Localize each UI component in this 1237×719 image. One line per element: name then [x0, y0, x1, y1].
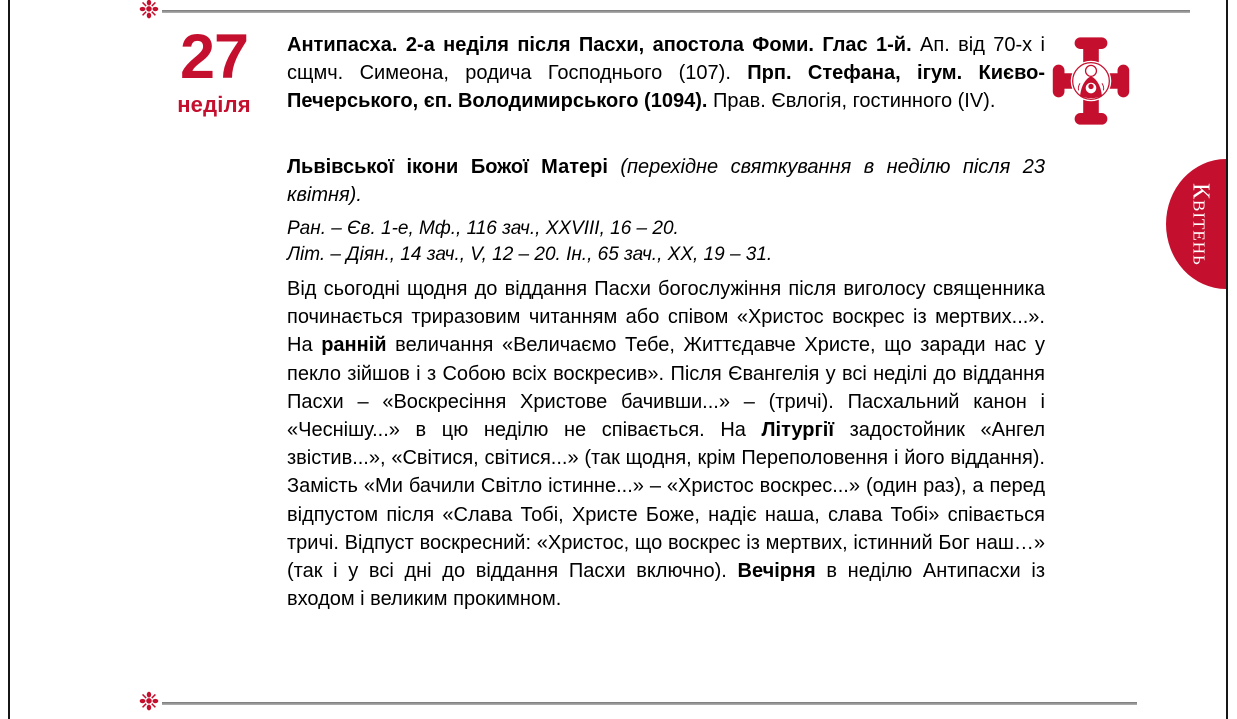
month-tab-label: Квітень [1187, 182, 1214, 266]
reading-matins: Ран. – Єв. 1-е, Мф., 116 зач., XXVIII, 16 – 20. [287, 218, 679, 239]
top-divider-line [162, 10, 1190, 13]
date-weekday: неділя [177, 92, 251, 117]
date-block [168, 22, 260, 118]
bottom-divider-line [162, 702, 1137, 705]
date-day: 27 [179, 22, 249, 92]
feast-header-paragraph: Антипасха. 2-а неділя після Пасхи, апостола Фоми. Глас 1-й. Ап. від 70-х і сщмч. Симеона, родича Господнього (107). Прп. Стефана, ігум. Києво-Печерського, єп. Володимирського (1094). Прав. Євлогія, гостинного (IV). [287, 34, 1045, 112]
icon-feast-paragraph: Львівської ікони Божої Матері (перехідне святкування в неділю після 23 квітня). [287, 156, 1045, 206]
cross-rosette-ornament-icon: ❉ [138, 0, 160, 24]
page-border-right [1226, 0, 1228, 719]
cross-rosette-ornament-icon: ❉ [138, 688, 160, 716]
budded-cross-theotokos-icon [1052, 36, 1130, 126]
reading-liturgy: Літ. – Діян., 14 зач., V, 12 – 20. Ін., 65 зач., XX, 19 – 31. [287, 244, 773, 265]
bottom-ornament-rule [136, 688, 1137, 716]
top-ornament-rule [136, 0, 1190, 24]
liturgical-rubric-paragraph: Від сьогодні щодня до віддання Пасхи богослужіння після виголосу священника починається триразовим читанням або співом «Христос воскрес із мертвих...». На ранній величання «Величаємо Тебе, Життєдавче Христе, що заради нас у пекло зійшов і з Собою всіх воскресив». Після Євангелія у всі неділі до віддання Пасхи – «Воскресіння Христове бачивши...» – (тричі). Пасхальний канон і «Чеснішу...» в цю неділю не співається. На Літургії задостойник «Ангел звістив...», «Світися, світися...» (так щодня, крім Переполовення і його віддання). Замість «Ми бачили Світло істинне...» – «Христос воскрес...» (один раз), а перед відпустом після «Слава Тобі, Христе Боже, надіє наша, слава Тобі» співається тричі. Відпуст воскресний: «Христос, що воскрес із мертвих, істинний Бог наш…» (так і у всі дні до віддання Пасхи включно). Вечірня в неділю Антипасхи із входом і великим прокимном. [287, 278, 1046, 611]
scripture-readings [287, 216, 1045, 268]
month-tab-april[interactable] [1166, 159, 1226, 289]
page-border-left [8, 0, 10, 719]
